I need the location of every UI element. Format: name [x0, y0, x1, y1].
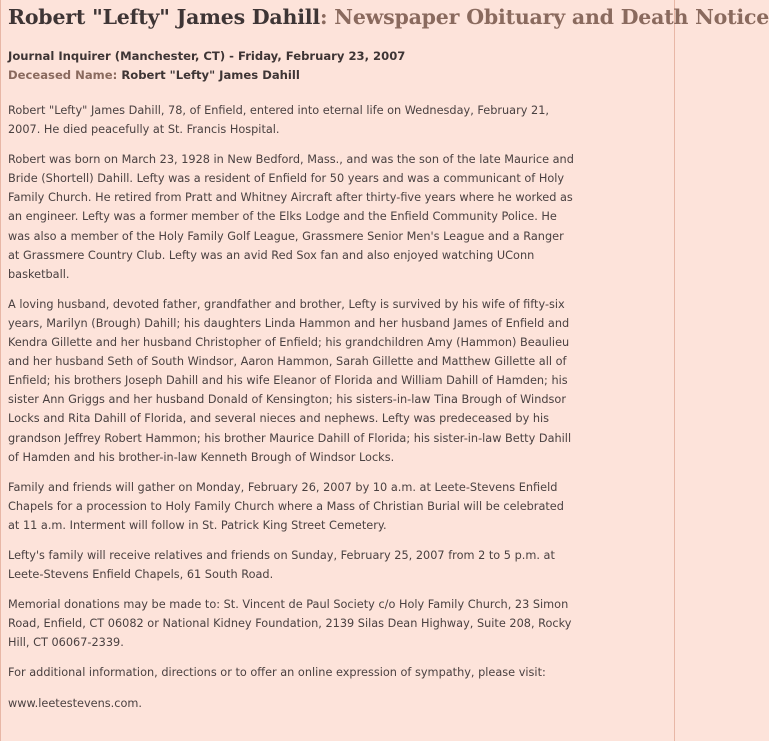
- paragraph-info: For additional information, directions or to offer an online expression of sympathy, please visit:: [8, 666, 546, 680]
- paragraph-biography: Robert was born on March 23, 1928 in New Bedford, Mass., and was the son of the late Maurice and Bride (Shortell) Dahill. Lefty was a resident of Enfield for 50 years and was a communicant of Holy Family Church. He retired from Pratt and Whitney Aircraft after thirty-five years where he worked as an engineer. Lefty was a former member of the Elks Lodge and the Enfield Community Police. He was also a member of the Holy Family Golf League, Grassmere Senior Men's League and a Ranger at Grassmere Country Club. Lefty was an avid Red Sox fan and also enjoyed watching UConn basketball.: [8, 153, 574, 281]
- paragraph-announcement: Robert "Lefty" James Dahill, 78, of Enfield, entered into eternal life on Wednesday, February 21, 2007. He died peacefully at St. Francis Hospital.: [8, 104, 549, 137]
- title-deceased-name: Robert "Lefty" James Dahill: [8, 5, 320, 29]
- paragraph-survivors: A loving husband, devoted father, grandfather and brother, Lefty is survived by his wife of fifty-six years, Marilyn (Brough) Dahill; his daughters Linda Hammon and her husband James of Enfield and Kendra Gillette and her husband Christopher of Enfield; his grandchildren Amy (Hammon) Beaulieu and her husband Seth of South Windsor, Aaron Hammon, Sarah Gillette and Matthew Gillette all of Enfield; his brothers Joseph Dahill and his wife Eleanor of Florida and William Dahill of Hamden; his sister Ann Griggs and her husband Donald of Kensington; his sisters-in-law Tina Brough of Windsor Locks and Rita Dahill of Florida, and several nieces and nephews. Lefty was predeceased by his grandson Jeffrey Robert Hammon; his brother Maurice Dahill of Florida; his sister-in-law Betty Dahill of Hamden and his brother-in-law Kenneth Brough of Windsor Locks.: [8, 297, 572, 464]
- paragraph-visitation: Lefty's family will receive relatives and friends on Sunday, February 25, 2007 from 2 to 5 p.m. at Leete-Stevens Enfield Chapels, 61 South Road.: [8, 548, 555, 582]
- deceased-name: Robert "Lefty" James Dahill: [121, 68, 300, 82]
- page-title: [8, 5, 769, 29]
- title-subtitle: : Newspaper Obituary and Death Notice: [319, 5, 769, 29]
- deceased-label: Deceased Name:: [8, 68, 118, 82]
- funeral-home-link[interactable]: www.leetestevens.com.: [8, 696, 142, 710]
- obituary-body: [8, 101, 574, 724]
- obituary-meta: [8, 47, 405, 85]
- paragraph-services: Family and friends will gather on Monday, February 26, 2007 by 10 a.m. at Leete-Stevens Enfield Chapels for a procession to Holy Family Church where a Mass of Christian Burial will be celebrated at 11 a.m. Interment will follow in St. Patrick King Street Cemetery.: [8, 480, 564, 532]
- paragraph-donations: Memorial donations may be made to: St. Vincent de Paul Society c/o Holy Family Church, 23 Simon Road, Enfield, CT 06082 or National Kidney Foundation, 2139 Silas Dean Highway, Suite 208, Rocky Hill, CT 06067-2339.: [8, 598, 572, 650]
- source-line: Journal Inquirer (Manchester, CT) - Friday, February 23, 2007: [8, 49, 406, 63]
- deceased-name-line: [8, 66, 405, 85]
